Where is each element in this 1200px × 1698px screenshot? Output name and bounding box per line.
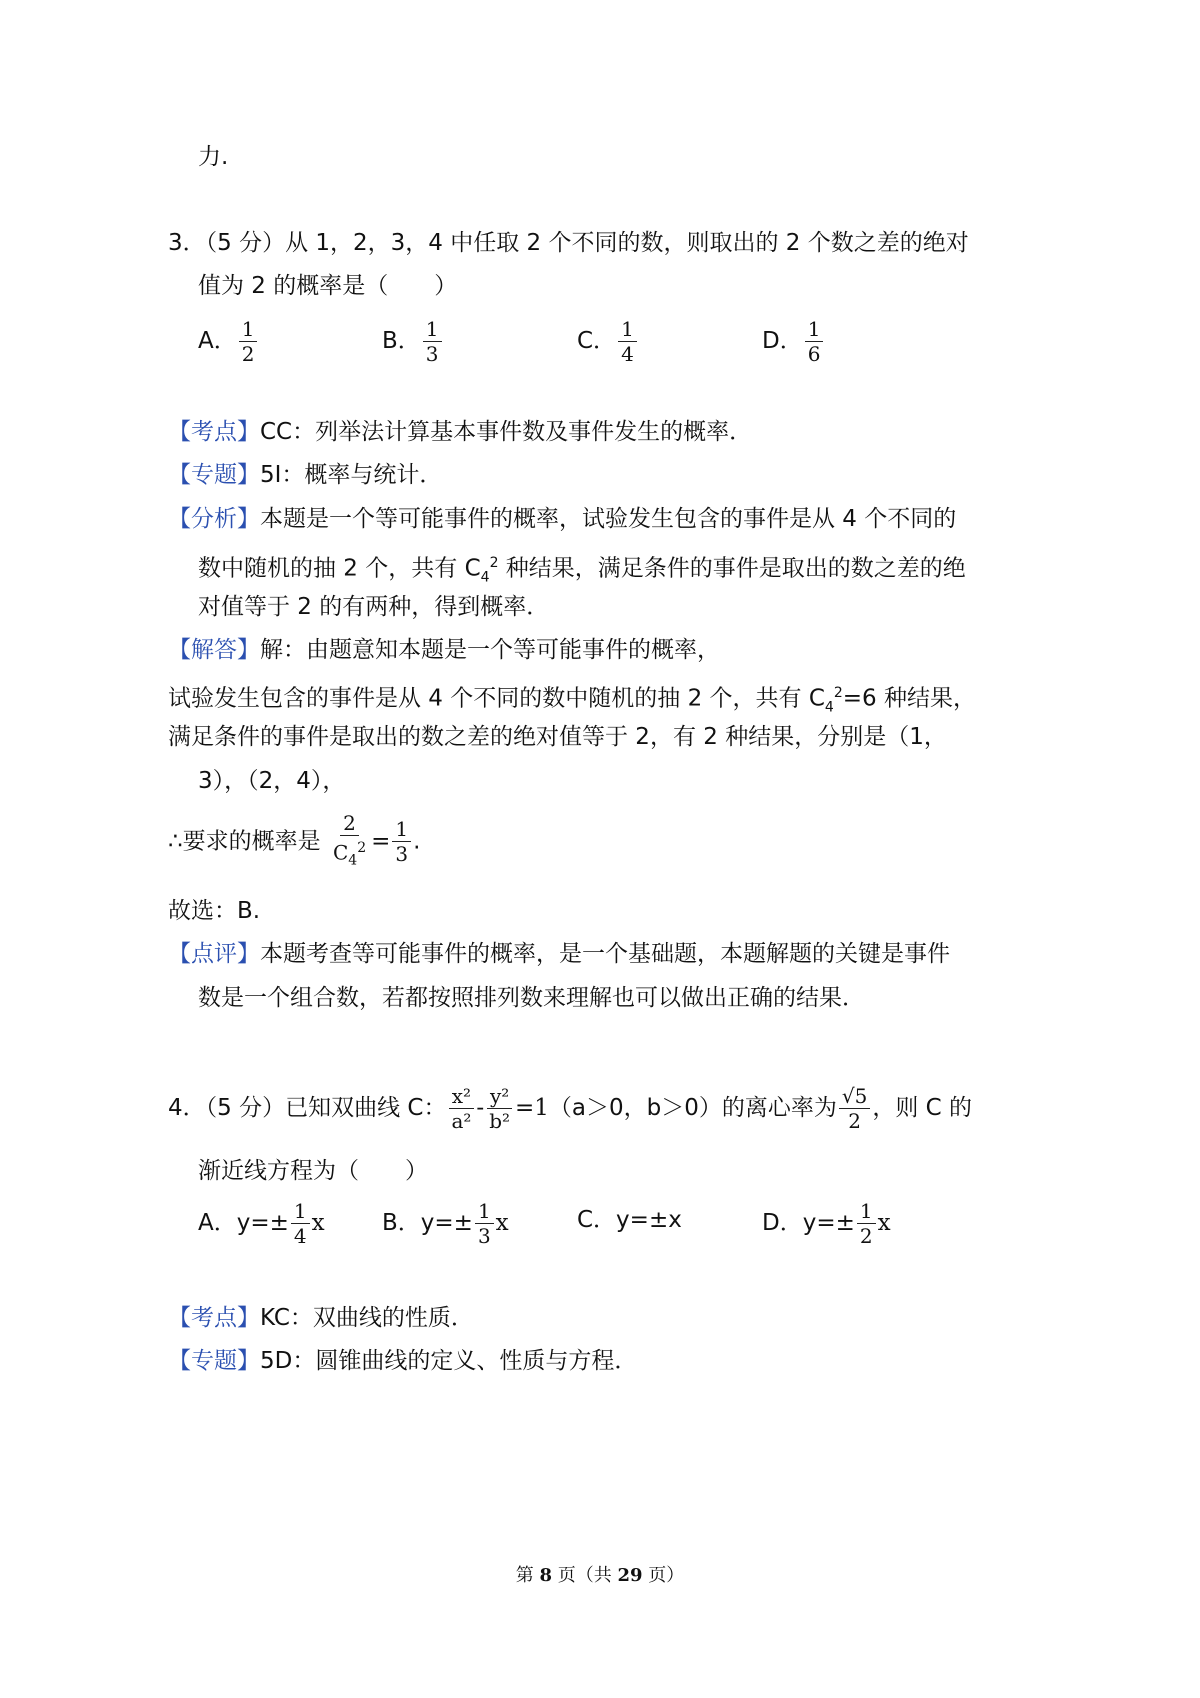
- dianping-tag: 【点评】: [168, 941, 260, 967]
- kaodian-tag: 【考点】: [168, 1305, 260, 1331]
- continued-text: 力.: [198, 144, 229, 170]
- q4-stem-line2: 渐近线方程为（ ）: [198, 1158, 428, 1184]
- q3-dianping-line2: 数是一个组合数，若都按照排列数来理解也可以做出正确的结果．: [198, 985, 865, 1011]
- q4-option-d: D．y=± $\frac{1}{2}$ x: [762, 1199, 891, 1248]
- zhuanti-tag: 【专题】: [168, 462, 260, 488]
- q3-kaodian: 【考点】CC：列举法计算基本事件数及事件发生的概率．: [168, 419, 753, 445]
- q4-kaodian: 【考点】KC：双曲线的性质．: [168, 1305, 474, 1331]
- q3-dianping-line1: 【点评】本题考查等可能事件的概率，是一个基础题，本题解题的关键是事件: [168, 941, 950, 967]
- q4-option-b: B．y=± $\frac{1}{3}$ x: [382, 1199, 509, 1248]
- q4-option-c: C．y=±x: [577, 1207, 682, 1233]
- q3-option-a: A． $\frac{1}{2}$: [198, 318, 259, 365]
- q4-option-a: A．y=± $\frac{1}{4}$ x: [198, 1199, 325, 1248]
- q3-fenxi-line3: 对值等于 2 的有两种，得到概率．: [198, 594, 550, 620]
- q4-zhuanti: 【专题】5D：圆锥曲线的定义、性质与方程．: [168, 1348, 638, 1374]
- zhuanti-tag: 【专题】: [168, 1348, 260, 1374]
- q3-answer: 故选：B.: [168, 898, 261, 924]
- q3-option-d: D． $\frac{1}{6}$: [762, 318, 825, 365]
- page-number: 8: [539, 1565, 552, 1586]
- page-total: 29: [617, 1565, 643, 1586]
- q3-jieda-line4: 3），（2，4），: [198, 768, 346, 794]
- fenxi-tag: 【分析】: [168, 506, 260, 532]
- q3-zhuanti: 【专题】5I：概率与统计．: [168, 462, 443, 488]
- q3-stem-line2: 值为 2 的概率是（ ）: [198, 273, 458, 299]
- q3-option-c: C． $\frac{1}{4}$: [577, 318, 639, 365]
- q4-stem-line1: 4．（5 分）已知双曲线 C： $\frac{\text{x²}}{\text{a²}}$ - $\frac{\text{y²}}{\text{b²}}$ =1（a＞0，b＞0）的离心率为 $\frac{√5}{2}$ ，则 C 的: [168, 1084, 973, 1133]
- q3-option-b: B． $\frac{1}{3}$: [382, 318, 444, 365]
- q3-jieda-line1: 【解答】解：由题意知本题是一个等可能事件的概率，: [168, 637, 720, 663]
- q3-jieda-line2: 试验发生包含的事件是从 4 个不同的数中随机的抽 2 个，共有 $C_4^2=6$ 种结果，: [168, 685, 976, 716]
- q3-stem-line1: 3．（5 分）从 1，2，3，4 中任取 2 个不同的数，则取出的 2 个数之差的绝对: [168, 230, 969, 256]
- q3-fenxi-line1: 【分析】本题是一个等可能事件的概率，试验发生包含的事件是从 4 个不同的: [168, 506, 957, 532]
- jieda-tag: 【解答】: [168, 637, 260, 663]
- q3-jieda-line3: 满足条件的事件是取出的数之差的绝对值等于 2，有 2 种结果，分别是（1，: [168, 724, 947, 750]
- q3-jieda-result: ∴要求的概率是 $\frac{2}{C_4^2}$ = $\frac{1}{3}$ .: [168, 811, 421, 869]
- kaodian-tag: 【考点】: [168, 419, 260, 445]
- q3-fenxi-line2: 数中随机的抽 2 个，共有 $C_4^2$ 种结果，满足条件的事件是取出的数之差的绝: [198, 555, 966, 586]
- page-footer: 第 8 页（共 29 页）: [515, 1565, 685, 1586]
